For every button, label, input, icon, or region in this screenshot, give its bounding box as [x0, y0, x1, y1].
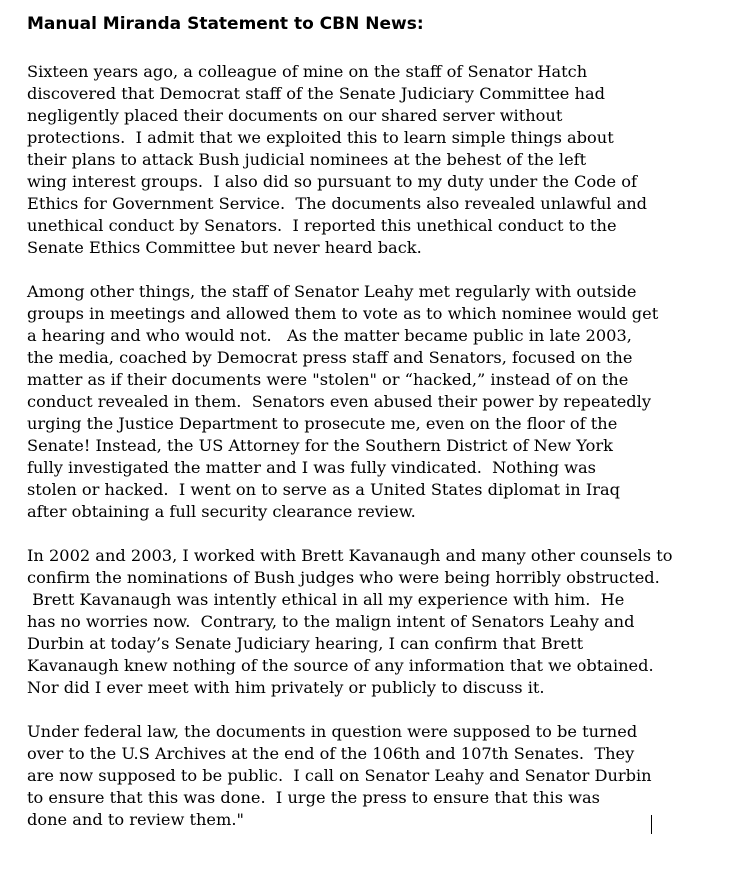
paragraph-1	[27, 61, 727, 259]
text-line: Under federal law, the documents in question were supposed to be turned	[27, 722, 638, 741]
paragraph-4	[27, 721, 727, 831]
text-line: Durbin at today’s Senate Judiciary hearing, I can confirm that Brett	[27, 634, 584, 653]
text-line: matter as if their documents were "stolen" or “hacked,” instead of on the	[27, 370, 629, 389]
text-line: discovered that Democrat staff of the Senate Judiciary Committee had	[27, 84, 605, 103]
text-line: Nor did I ever meet with him privately or publicly to discuss it.	[27, 678, 545, 697]
text-line: conduct revealed in them. Senators even abused their power by repeatedly	[27, 392, 651, 411]
text-line: has no worries now. Contrary, to the malign intent of Senators Leahy and	[27, 612, 635, 631]
paragraph-3	[27, 545, 727, 699]
text-line: Kavanaugh knew nothing of the source of any information that we obtained.	[27, 656, 654, 675]
text-line: stolen or hacked. I went on to serve as a United States diplomat in Iraq	[27, 480, 620, 499]
text-line: Sixteen years ago, a colleague of mine on the staff of Senator Hatch	[27, 62, 588, 81]
text-line: confirm the nominations of Bush judges who were being horribly obstructed.	[27, 568, 660, 587]
text-line: to ensure that this was done. I urge the press to ensure that this was	[27, 788, 600, 807]
text-line: fully investigated the matter and I was fully vindicated. Nothing was	[27, 458, 596, 477]
document-title: Manual Miranda Statement to CBN News:	[27, 14, 424, 34]
text-line: Senate Ethics Committee but never heard back.	[27, 238, 422, 257]
text-line: after obtaining a full security clearance review.	[27, 502, 416, 521]
text-cursor	[651, 815, 652, 834]
text-line: Ethics for Government Service. The documents also revealed unlawful and	[27, 194, 648, 213]
text-line: urging the Justice Department to prosecute me, even on the floor of the	[27, 414, 618, 433]
text-line: Brett Kavanaugh was intently ethical in all my experience with him. He	[27, 590, 625, 609]
text-line: are now supposed to be public. I call on Senator Leahy and Senator Durbin	[27, 766, 652, 785]
document-page	[27, 12, 727, 831]
text-line: protections. I admit that we exploited this to learn simple things about	[27, 128, 614, 147]
text-line: over to the U.S Archives at the end of the 106th and 107th Senates. They	[27, 744, 635, 763]
text-line: the media, coached by Democrat press staff and Senators, focused on the	[27, 348, 633, 367]
text-line: their plans to attack Bush judicial nominees at the behest of the left	[27, 150, 587, 169]
text-line: In 2002 and 2003, I worked with Brett Kavanaugh and many other counsels to	[27, 546, 673, 565]
text-line: Among other things, the staff of Senator Leahy met regularly with outside	[27, 282, 637, 301]
text-line: a hearing and who would not. As the matter became public in late 2003,	[27, 326, 632, 345]
paragraph-2	[27, 281, 727, 523]
text-line: Senate! Instead, the US Attorney for the Southern District of New York	[27, 436, 613, 455]
text-line: unethical conduct by Senators. I reported this unethical conduct to the	[27, 216, 617, 235]
text-line: wing interest groups. I also did so pursuant to my duty under the Code of	[27, 172, 638, 191]
text-line: groups in meetings and allowed them to vote as to which nominee would get	[27, 304, 659, 323]
text-line: negligently placed their documents on our shared server without	[27, 106, 563, 125]
text-line: done and to review them."	[27, 810, 244, 829]
